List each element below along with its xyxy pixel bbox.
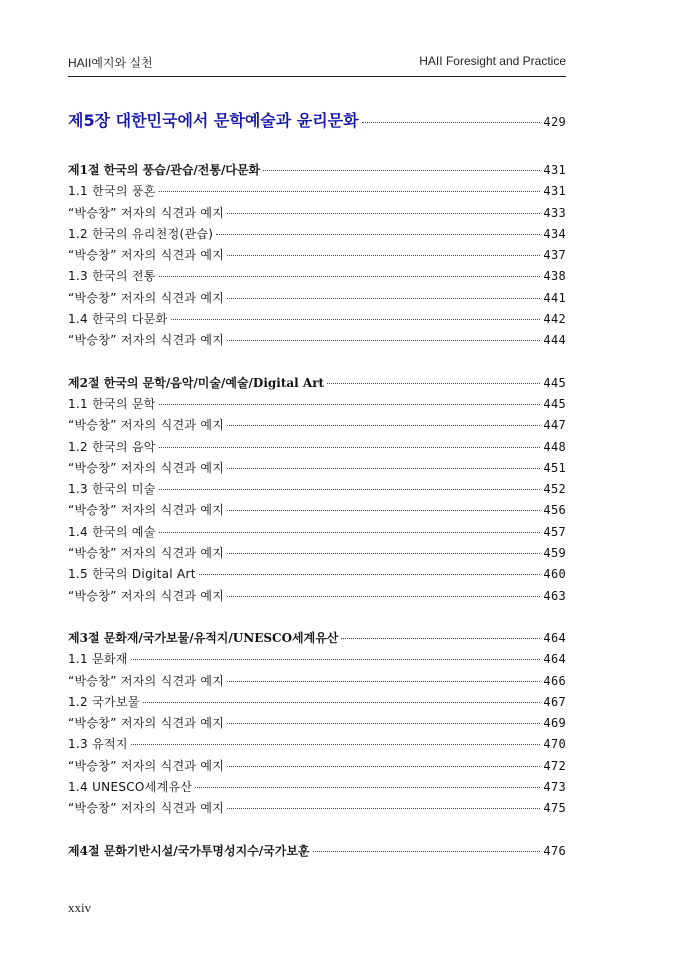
item-title: “박승창” 저자의 식견과 예지: [68, 758, 225, 773]
dot-leader: [327, 382, 540, 384]
toc-item-entry[interactable]: [68, 480, 566, 501]
toc-item-entry[interactable]: [68, 735, 566, 756]
item-title: “박승창” 저자의 식견과 예지: [68, 588, 225, 603]
item-page-number: 475: [543, 801, 566, 816]
chapter-title: 제5장 대한민국에서 문학예술과 윤리문화: [68, 111, 359, 130]
item-page-number: 431: [543, 184, 566, 199]
item-page-number: 469: [543, 716, 566, 731]
item-page-number: 463: [543, 588, 566, 603]
header-book-title-korean: HAII예지와 실천: [68, 56, 153, 70]
item-page-number: 438: [543, 269, 566, 284]
item-title: 1.3 한국의 미술: [68, 482, 156, 497]
item-title: “박승창” 저자의 식견과 예지: [68, 801, 225, 816]
item-title: 1.4 한국의 예술: [68, 524, 156, 539]
toc-item-entry[interactable]: [68, 799, 566, 820]
dot-leader: [227, 595, 540, 597]
dot-leader: [143, 701, 541, 703]
dot-leader: [159, 531, 541, 533]
toc-chapter-entry[interactable]: [68, 108, 566, 138]
item-title: 1.1 한국의 풍혼: [68, 184, 156, 199]
item-page-number: 448: [543, 439, 566, 454]
section-spacer: [68, 138, 566, 161]
section-spacer: [68, 353, 566, 374]
item-page-number: 447: [543, 418, 566, 433]
item-page-number: 444: [543, 333, 566, 348]
item-title: “박승창” 저자의 식견과 예지: [68, 333, 225, 348]
dot-leader: [263, 169, 540, 171]
dot-leader: [227, 424, 540, 426]
dot-leader: [227, 680, 540, 682]
item-title: 1.2 국가보물: [68, 694, 140, 709]
dot-leader: [131, 658, 541, 660]
section-title: 제2절 한국의 문학/음악/미술/예술/Digital Art: [68, 375, 325, 390]
dot-leader: [362, 121, 541, 123]
dot-leader: [227, 297, 540, 299]
header-book-title-english: HAII Foresight and Practice: [419, 54, 566, 68]
dot-leader: [199, 573, 541, 575]
toc-item-entry[interactable]: [68, 672, 566, 693]
toc-item-entry[interactable]: [68, 395, 566, 416]
item-page-number: 460: [543, 567, 566, 582]
item-page-number: 456: [543, 503, 566, 518]
item-page-number: 452: [543, 482, 566, 497]
table-of-contents: [68, 108, 566, 863]
dot-leader: [131, 743, 541, 745]
toc-item-entry[interactable]: [68, 693, 566, 714]
dot-leader: [159, 446, 541, 448]
dot-leader: [171, 318, 541, 320]
running-header: [68, 54, 566, 77]
dot-leader: [341, 637, 540, 639]
item-page-number: 442: [543, 312, 566, 327]
item-page-number: 437: [543, 248, 566, 263]
page-folio: xxiv: [68, 900, 92, 915]
toc-section-entry[interactable]: [68, 842, 566, 863]
dot-leader: [227, 765, 540, 767]
item-title: “박승창” 저자의 식견과 예지: [68, 418, 225, 433]
dot-leader: [227, 254, 540, 256]
toc-item-entry[interactable]: [68, 459, 566, 480]
item-title: “박승창” 저자의 식견과 예지: [68, 460, 225, 475]
item-title: “박승창” 저자의 식견과 예지: [68, 248, 225, 263]
item-page-number: 441: [543, 290, 566, 305]
toc-section-entry[interactable]: [68, 629, 566, 650]
item-title: 1.2 한국의 음악: [68, 439, 156, 454]
toc-item-entry[interactable]: [68, 331, 566, 352]
toc-item-entry[interactable]: [68, 438, 566, 459]
item-page-number: 464: [543, 652, 566, 667]
item-page-number: 451: [543, 460, 566, 475]
dot-leader: [216, 233, 540, 235]
dot-leader: [227, 552, 540, 554]
toc-item-entry[interactable]: [68, 246, 566, 267]
dot-leader: [227, 212, 540, 214]
section-page-number: 476: [543, 843, 566, 858]
item-title: 1.4 한국의 다문화: [68, 312, 168, 327]
toc-item-entry[interactable]: [68, 204, 566, 225]
section-title: 제1절 한국의 풍습/관습/전통/다문화: [68, 163, 261, 177]
toc-item-entry[interactable]: [68, 523, 566, 544]
toc-item-entry[interactable]: [68, 289, 566, 310]
dot-leader: [159, 488, 541, 490]
item-title: “박승창” 저자의 식견과 예지: [68, 205, 225, 220]
item-page-number: 466: [543, 673, 566, 688]
item-page-number: 470: [543, 737, 566, 752]
item-page-number: 472: [543, 758, 566, 773]
item-page-number: 459: [543, 546, 566, 561]
dot-leader: [195, 786, 540, 788]
toc-sections: [68, 138, 566, 863]
toc-item-entry[interactable]: [68, 757, 566, 778]
item-title: 1.1 문화재: [68, 652, 128, 667]
dot-leader: [227, 722, 540, 724]
toc-item-entry[interactable]: [68, 416, 566, 437]
dot-leader: [227, 339, 540, 341]
item-page-number: 467: [543, 694, 566, 709]
section-spacer: [68, 821, 566, 842]
section-title: 제3절 문화재/국가보물/유적지/UNESCO세계유산: [68, 630, 339, 645]
item-title: “박승창” 저자의 식견과 예지: [68, 716, 225, 731]
chapter-page-number: 429: [543, 115, 566, 129]
section-page-number: 431: [543, 163, 566, 177]
item-title: 1.5 한국의 Digital Art: [68, 567, 196, 582]
section-page-number: 445: [543, 375, 566, 390]
dot-leader: [227, 467, 540, 469]
toc-item-entry[interactable]: [68, 544, 566, 565]
item-page-number: 434: [543, 226, 566, 241]
item-title: “박승창” 저자의 식견과 예지: [68, 673, 225, 688]
section-page-number: 464: [543, 630, 566, 645]
toc-item-entry[interactable]: [68, 778, 566, 799]
toc-item-entry[interactable]: [68, 310, 566, 331]
toc-section-entry[interactable]: [68, 374, 566, 395]
toc-item-entry[interactable]: [68, 182, 566, 203]
item-title: 1.1 한국의 문학: [68, 396, 156, 411]
section-spacer: [68, 608, 566, 629]
toc-item-entry[interactable]: [68, 501, 566, 522]
toc-item-entry[interactable]: [68, 650, 566, 671]
toc-item-entry[interactable]: [68, 225, 566, 246]
item-page-number: 457: [543, 524, 566, 539]
dot-leader: [313, 850, 541, 852]
item-title: 1.2 한국의 유리천정(관습): [68, 226, 214, 241]
toc-item-entry[interactable]: [68, 565, 566, 586]
toc-section-entry[interactable]: [68, 161, 566, 182]
dot-leader: [227, 509, 540, 511]
item-title: “박승창” 저자의 식견과 예지: [68, 290, 225, 305]
dot-leader: [159, 403, 541, 405]
toc-item-entry[interactable]: [68, 267, 566, 288]
item-page-number: 445: [543, 396, 566, 411]
toc-item-entry[interactable]: [68, 714, 566, 735]
item-title: 1.3 한국의 전통: [68, 269, 156, 284]
section-title: 제4절 문화기반시설/국가투명성지수/국가보훈: [68, 843, 310, 858]
dot-leader: [159, 275, 541, 277]
item-title: “박승창” 저자의 식견과 예지: [68, 546, 225, 561]
item-title: 1.4 UNESCO세계유산: [68, 780, 193, 795]
item-page-number: 473: [543, 780, 566, 795]
dot-leader: [159, 190, 541, 192]
toc-item-entry[interactable]: [68, 587, 566, 608]
dot-leader: [227, 807, 540, 809]
item-page-number: 433: [543, 205, 566, 220]
item-title: 1.3 유적지: [68, 737, 128, 752]
item-title: “박승창” 저자의 식견과 예지: [68, 503, 225, 518]
